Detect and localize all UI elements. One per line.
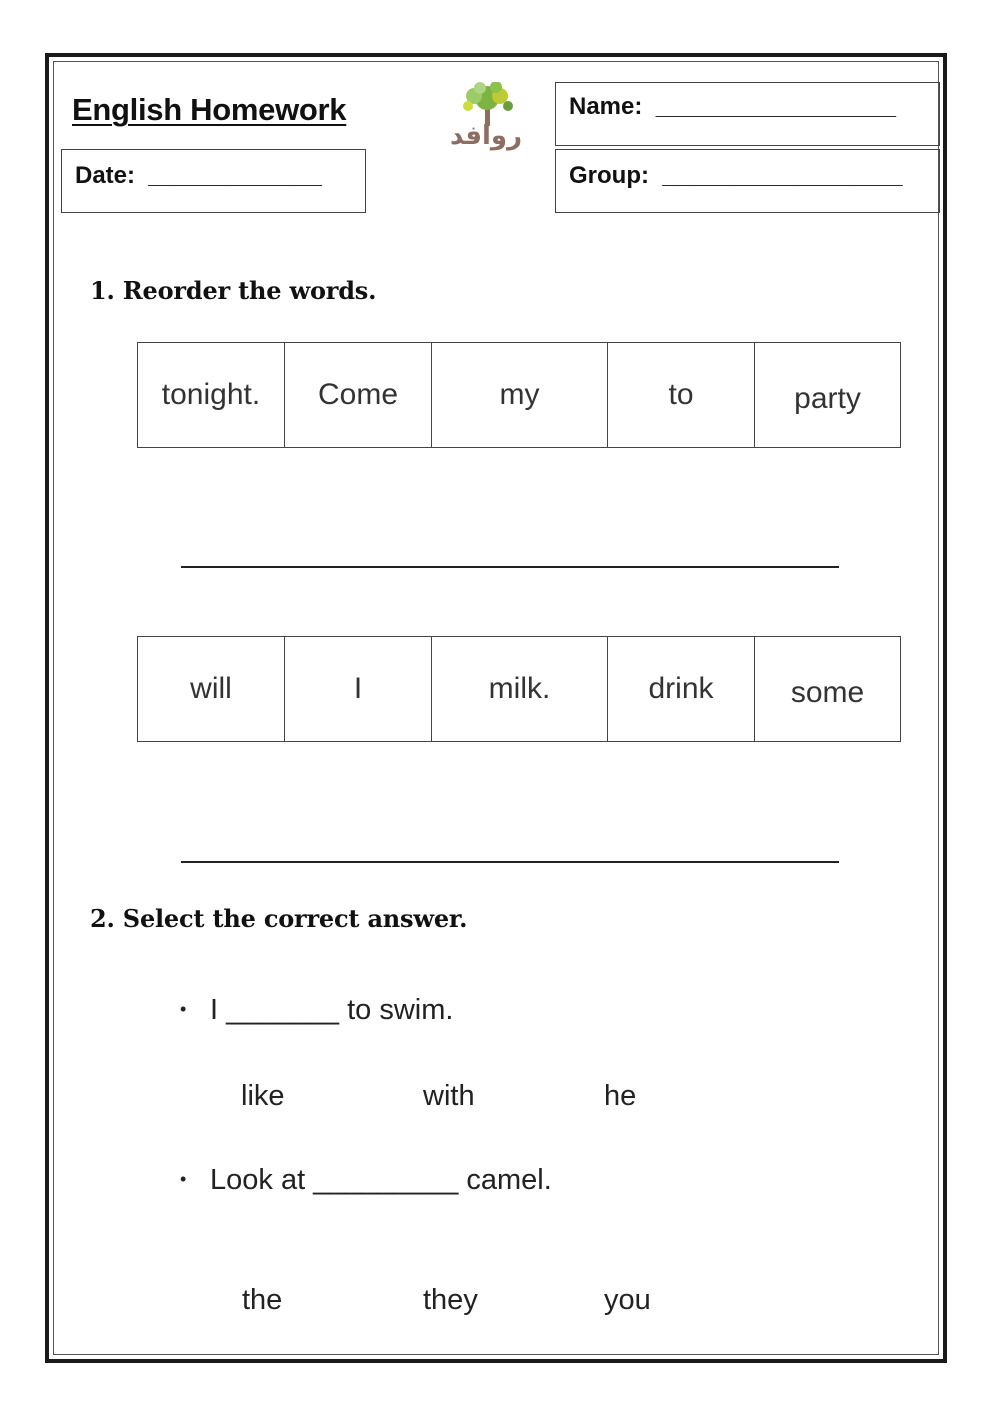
worksheet-title: English Homework — [72, 92, 347, 127]
word-row-1 — [137, 342, 901, 448]
option-with[interactable]: with — [423, 1080, 475, 1112]
answer-line-1[interactable] — [181, 566, 839, 568]
date-field[interactable] — [61, 149, 366, 213]
word-row-2 — [137, 636, 901, 742]
word-tile[interactable]: my — [432, 343, 608, 447]
word-tile[interactable]: tonight. — [138, 343, 285, 447]
tree-logo-icon — [430, 82, 540, 152]
question-2 — [180, 1164, 552, 1197]
word-tile[interactable]: milk. — [432, 637, 608, 741]
logo-text: روافد — [449, 121, 523, 151]
section-1-title: 1. Reorder the words. — [90, 276, 377, 305]
name-label: Name: __________________ — [569, 93, 896, 120]
answer-line-2[interactable] — [181, 861, 839, 863]
section-2-title: 2. Select the correct answer. — [90, 904, 468, 933]
bullet-icon: • — [180, 1169, 187, 1189]
word-tile[interactable]: some — [790, 676, 865, 709]
option-they[interactable]: they — [423, 1284, 478, 1316]
word-tile[interactable]: will — [138, 637, 285, 741]
question-text: Look at _________ camel. — [210, 1164, 552, 1196]
option-you[interactable]: you — [604, 1284, 651, 1316]
word-tile[interactable]: drink — [608, 637, 755, 741]
word-tile[interactable]: party — [794, 382, 861, 415]
option-he[interactable]: he — [604, 1080, 637, 1112]
option-the[interactable]: the — [242, 1284, 283, 1316]
option-like[interactable]: like — [241, 1080, 285, 1112]
word-tile[interactable]: I — [285, 637, 432, 741]
date-label: Date: _____________ — [75, 162, 322, 189]
word-tile[interactable]: to — [608, 343, 755, 447]
group-label: Group: __________________ — [569, 162, 903, 189]
word-tile[interactable]: Come — [285, 343, 432, 447]
name-field[interactable] — [555, 82, 940, 146]
question-text: I _______ to swim. — [210, 994, 454, 1026]
group-field[interactable] — [555, 149, 940, 213]
bullet-icon: • — [180, 999, 187, 1019]
question-1 — [180, 994, 453, 1027]
